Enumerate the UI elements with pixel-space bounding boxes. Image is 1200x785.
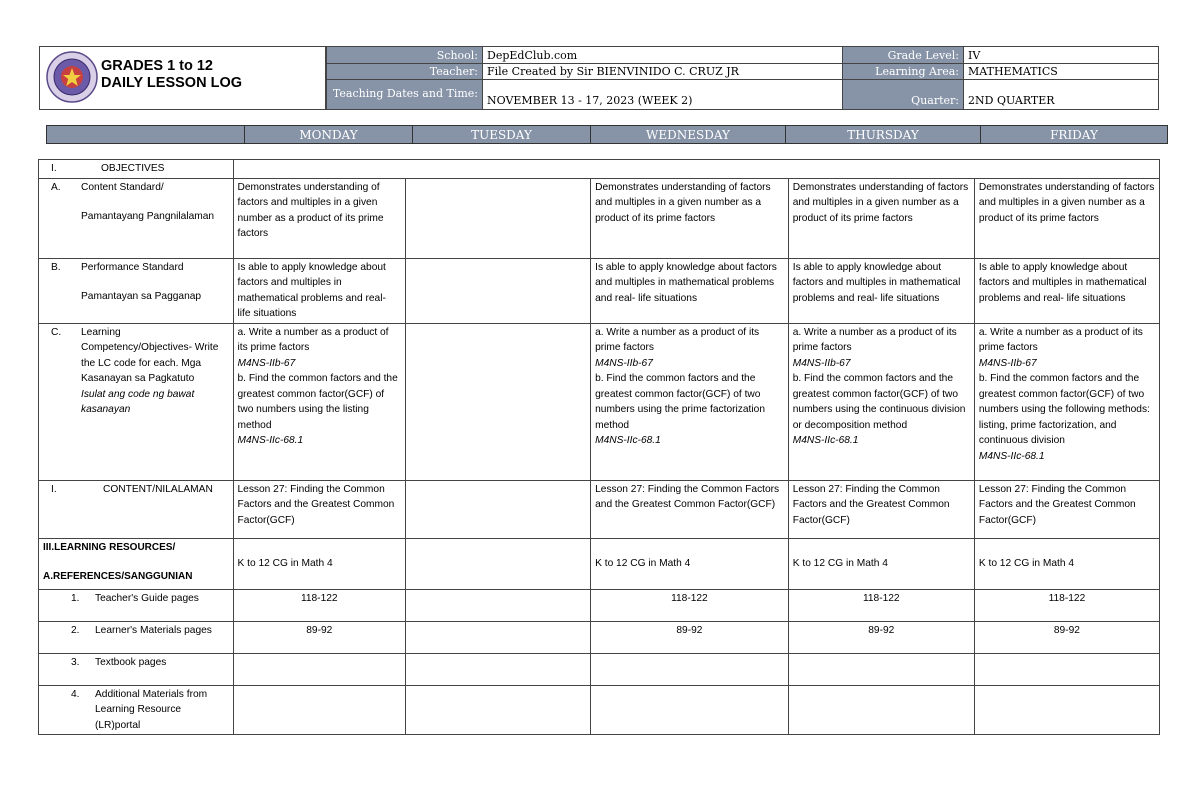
row-title: Textbook pages xyxy=(95,656,167,668)
cell-monday: Lesson 27: Finding the Common Factors and the Greatest Common Factor(GCF) xyxy=(233,480,406,538)
cell-monday: Is able to apply knowledge about factors and multiples in mathematical problems and real- life situations xyxy=(233,258,406,323)
cell-tuesday xyxy=(406,685,591,735)
day-header-monday: MONDAY xyxy=(245,126,413,144)
cell-friday xyxy=(974,323,1159,480)
objective-a-code: M4NS-IIb-67 xyxy=(237,357,296,369)
objective-b: b. Find the common factors and the greatest common factor(GCF) of two numbers using the prime factorization method xyxy=(595,373,765,431)
row-num: C. xyxy=(51,326,62,338)
grade-level-label: Grade Level: xyxy=(843,47,964,64)
cell-tuesday xyxy=(406,538,591,589)
row-title: Additional Materials from Learning Resource (LR)portal xyxy=(95,688,208,731)
row-title: CONTENT/NILALAMAN xyxy=(103,483,213,495)
row-num: B. xyxy=(51,261,61,273)
lesson-log-table xyxy=(38,159,1160,735)
cell-friday: Lesson 27: Finding the Common Factors and the Greatest Common Factor(GCF) xyxy=(974,480,1159,538)
row-title-block xyxy=(81,260,229,305)
row-num: 2. xyxy=(71,624,80,636)
row-content xyxy=(39,480,1160,538)
row-num: 4. xyxy=(71,688,80,700)
objective-a-code: M4NS-IIb-67 xyxy=(978,357,1037,369)
day-header-band xyxy=(46,125,1168,144)
cell-thursday: K to 12 CG in Math 4 xyxy=(788,538,974,589)
cell-friday: Is able to apply knowledge about factors and multiples in mathematical problems and real- life situations xyxy=(974,258,1159,323)
objective-a: a. Write a number as a product of its prime factors xyxy=(595,326,760,353)
school-label: School: xyxy=(327,47,483,64)
info-table xyxy=(326,46,1159,110)
objective-a-code: M4NS-IIb-67 xyxy=(792,357,851,369)
objective-b: b. Find the common factors and the greatest common factor(GCF) of two numbers using the following methods: listing, prime factorization, and continuous division xyxy=(978,373,1150,446)
quarter-value: 2ND QUARTER xyxy=(964,79,1159,110)
cell-tuesday xyxy=(406,323,591,480)
row-label xyxy=(39,480,234,538)
cell-monday: 89-92 xyxy=(233,621,406,653)
cell-wednesday: 118-122 xyxy=(591,589,789,621)
learning-area-value: MATHEMATICS xyxy=(964,64,1159,79)
objective-b: b. Find the common factors and the greatest common factor(GCF) of two numbers using the listing method xyxy=(237,373,398,431)
cell-tuesday xyxy=(406,480,591,538)
day-header-wednesday: WEDNESDAY xyxy=(591,126,786,144)
row-num: I. xyxy=(51,163,57,174)
objective-a: a. Write a number as a product of its prime factors xyxy=(978,326,1143,353)
cell-monday: K to 12 CG in Math 4 xyxy=(233,538,406,589)
objective-a: a. Write a number as a product of its prime factors xyxy=(237,326,389,353)
row-subtitle: A.REFERENCES/SANGGUNIAN xyxy=(43,571,193,582)
cell-monday xyxy=(233,653,406,685)
cell-wednesday: Is able to apply knowledge about factors and multiples in mathematical problems and real- life situations xyxy=(591,258,789,323)
row-content-standard xyxy=(39,178,1160,258)
row-label xyxy=(39,258,234,323)
title-line-2: DAILY LESSON LOG xyxy=(101,75,242,91)
row-title: Teacher's Guide pages xyxy=(95,592,199,604)
row-learners-materials xyxy=(39,621,1160,653)
row-num: 1. xyxy=(71,592,80,604)
objective-a-code: M4NS-IIb-67 xyxy=(595,357,653,369)
row-subtitle: Isulat ang code ng bawat kasanayan xyxy=(81,388,195,415)
cell-thursday: Demonstrates understanding of factors and multiples in a given number as a product of its prime factors xyxy=(788,178,974,258)
row-title: III.LEARNING RESOURCES/ xyxy=(43,541,176,553)
day-header-blank xyxy=(47,126,245,144)
row-label xyxy=(39,653,234,685)
cell-friday: 118-122 xyxy=(974,589,1159,621)
cell-wednesday xyxy=(591,653,789,685)
cell-monday xyxy=(233,685,406,735)
cell-thursday xyxy=(788,653,974,685)
cell-tuesday xyxy=(406,258,591,323)
row-title: Performance Standard xyxy=(81,261,184,273)
row-num: A. xyxy=(51,181,61,193)
row-objectives xyxy=(39,160,1160,179)
cell-thursday: 89-92 xyxy=(788,621,974,653)
cell-tuesday xyxy=(406,621,591,653)
objective-b-code: M4NS-IIc-68.1 xyxy=(792,435,859,446)
cell-tuesday xyxy=(406,589,591,621)
row-label xyxy=(39,178,234,258)
header-title-box xyxy=(39,46,326,110)
cell-thursday: 118-122 xyxy=(788,589,974,621)
cell-friday: 89-92 xyxy=(974,621,1159,653)
cell-wednesday: K to 12 CG in Math 4 xyxy=(591,538,789,589)
objective-a: a. Write a number as a product of its prime factors xyxy=(792,326,957,353)
row-label xyxy=(39,621,234,653)
row-title-block xyxy=(81,180,229,225)
row-label xyxy=(39,589,234,621)
cell-thursday xyxy=(788,323,974,480)
school-value: DepEdClub.com xyxy=(483,47,843,64)
title-line-1: GRADES 1 to 12 xyxy=(101,58,213,74)
row-num: I. xyxy=(51,483,57,495)
objective-b-code: M4NS-IIc-68.1 xyxy=(237,435,304,446)
row-title: Content Standard/ xyxy=(81,181,164,193)
row-learning-resources xyxy=(39,538,1160,589)
grade-level-value: IV xyxy=(964,47,1159,64)
teacher-label: Teacher: xyxy=(327,64,483,79)
dates-label: Teaching Dates and Time: xyxy=(327,79,483,110)
teacher-value: File Created by Sir BIENVINIDO C. CRUZ JR xyxy=(483,64,843,79)
cell-friday xyxy=(974,685,1159,735)
cell-thursday xyxy=(788,685,974,735)
row-title: OBJECTIVES xyxy=(101,163,165,174)
cell-friday: Demonstrates understanding of factors and multiples in a given number as a product of its prime factors xyxy=(974,178,1159,258)
objective-b: b. Find the common factors and the greatest common factor(GCF) of two numbers using the continuous division or decomposition method xyxy=(792,373,966,431)
day-header-tuesday: TUESDAY xyxy=(413,126,591,144)
cell-thursday: Is able to apply knowledge about factors and multiples in mathematical problems and real- life situations xyxy=(788,258,974,323)
row-title-block xyxy=(81,325,229,418)
row-teachers-guide xyxy=(39,589,1160,621)
row-title: Learning Competency/Objectives- Write the LC code for each. Mga Kasanayan sa Pagkatuto xyxy=(81,326,219,384)
row-additional-materials xyxy=(39,685,1160,735)
cell-friday: K to 12 CG in Math 4 xyxy=(974,538,1159,589)
day-header-thursday: THURSDAY xyxy=(786,126,981,144)
row-label xyxy=(39,685,234,735)
objective-b-code: M4NS-IIc-68.1 xyxy=(595,435,661,446)
row-label xyxy=(39,538,234,589)
row-textbook-pages xyxy=(39,653,1160,685)
cell-wednesday: Lesson 27: Finding the Common Factors and the Greatest Common Factor(GCF) xyxy=(591,480,789,538)
row-label xyxy=(39,160,234,179)
objectives-blank xyxy=(233,160,1160,179)
row-title: Learner's Materials pages xyxy=(95,624,212,636)
deped-seal-icon xyxy=(46,51,98,103)
cell-tuesday xyxy=(406,653,591,685)
cell-wednesday: 89-92 xyxy=(591,621,789,653)
cell-thursday: Lesson 27: Finding the Common Factors and the Greatest Common Factor(GCF) xyxy=(788,480,974,538)
cell-monday: 118-122 xyxy=(233,589,406,621)
row-num: 3. xyxy=(71,656,80,668)
row-performance-standard xyxy=(39,258,1160,323)
day-header-friday: FRIDAY xyxy=(981,126,1168,144)
learning-area-label: Learning Area: xyxy=(843,64,964,79)
cell-friday xyxy=(974,653,1159,685)
cell-wednesday: Demonstrates understanding of factors and multiples in a given number as a product of its prime factors xyxy=(591,178,789,258)
cell-wednesday xyxy=(591,685,789,735)
row-subtitle: Pamantayang Pangnilalaman xyxy=(81,211,215,222)
cell-monday: Demonstrates understanding of factors and multiples in a given number as a product of its prime factors xyxy=(233,178,406,258)
dates-value: NOVEMBER 13 - 17, 2023 (WEEK 2) xyxy=(483,79,843,110)
cell-monday xyxy=(233,323,406,480)
objective-b-code: M4NS-IIc-68.1 xyxy=(978,450,1045,462)
quarter-label: Quarter: xyxy=(843,79,964,110)
row-label xyxy=(39,323,234,480)
cell-tuesday xyxy=(406,178,591,258)
cell-wednesday xyxy=(591,323,789,480)
row-subtitle: Pamantayan sa Pagganap xyxy=(81,291,202,302)
row-learning-competency xyxy=(39,323,1160,480)
